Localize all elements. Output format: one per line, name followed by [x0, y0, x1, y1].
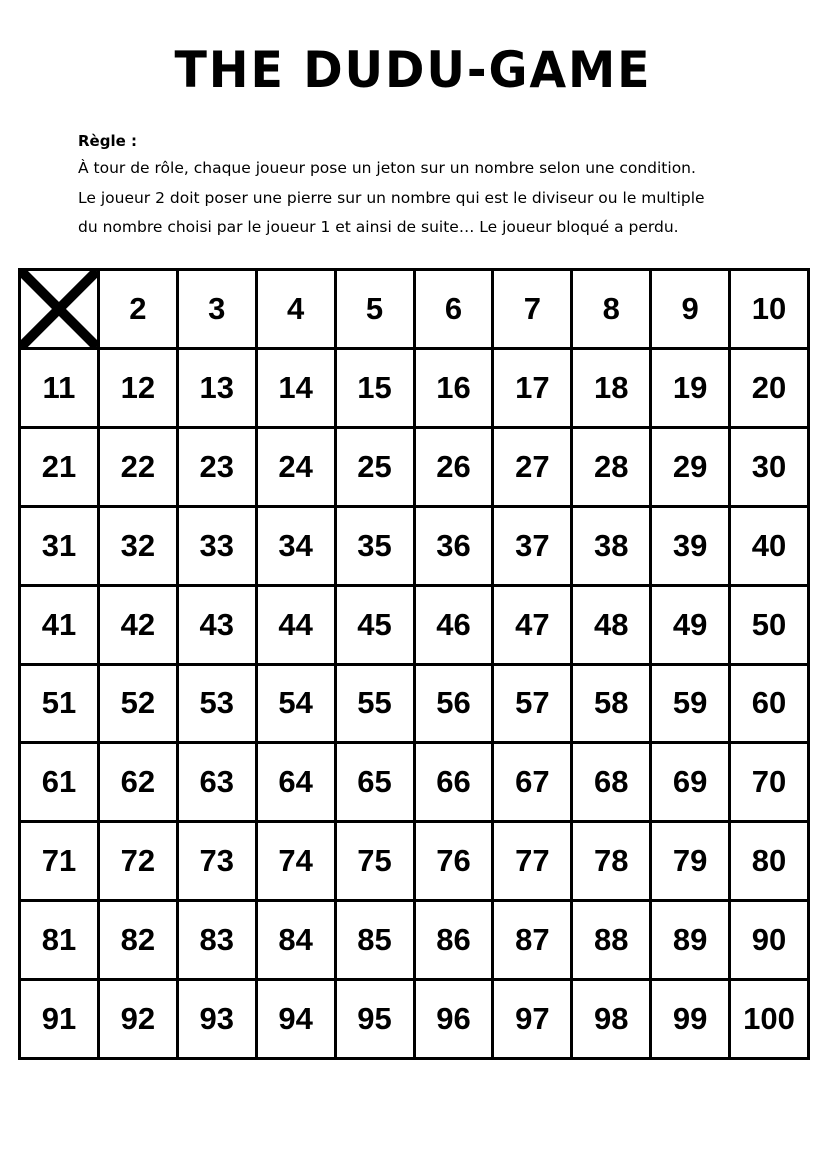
board-cell[interactable]	[652, 429, 731, 508]
board-cell-number: 77	[515, 843, 550, 879]
board-cell[interactable]	[573, 902, 652, 981]
board-cell[interactable]	[416, 587, 495, 666]
board-cell-number: 15	[357, 369, 392, 405]
board-cell[interactable]	[337, 271, 416, 350]
board-cell-number: 73	[199, 843, 234, 879]
board-cell-number: 100	[743, 1001, 795, 1037]
board-cell[interactable]	[21, 429, 100, 508]
board-cell[interactable]	[731, 981, 810, 1060]
board-cell-number: 68	[594, 764, 629, 800]
board-cell[interactable]	[731, 508, 810, 587]
board-cell-number: 19	[672, 369, 708, 405]
board-cell-number: 29	[672, 448, 708, 484]
board-cell[interactable]	[573, 666, 652, 745]
board-cell[interactable]	[731, 823, 810, 902]
board-cell[interactable]	[416, 981, 495, 1060]
board-cell[interactable]	[337, 587, 416, 666]
board-cell-number: 42	[120, 606, 156, 642]
board-cell[interactable]	[179, 350, 258, 429]
board-cell[interactable]	[337, 666, 416, 745]
board-cell[interactable]	[652, 508, 731, 587]
board-cell[interactable]	[494, 271, 573, 350]
board-cell-number: 43	[199, 606, 234, 642]
board-cell-number: 24	[278, 448, 313, 484]
board-cell-number: 97	[515, 1001, 550, 1037]
board-cell[interactable]	[416, 823, 495, 902]
board-cell-number: 54	[278, 685, 313, 721]
board-cell[interactable]	[179, 271, 258, 350]
rules-block	[78, 130, 778, 243]
board-cell-number: 84	[278, 922, 313, 958]
board-cell-number: 82	[120, 922, 156, 958]
board-cell[interactable]	[100, 429, 179, 508]
rules-line: Le joueur 2 doit poser une pierre sur un nombre qui est le diviseur ou le multiple	[78, 188, 705, 207]
board-cell-number: 49	[672, 606, 708, 642]
board-cell[interactable]	[258, 902, 337, 981]
board-cell-number: 6	[444, 290, 463, 326]
board-cell-number: 40	[751, 527, 787, 563]
board-cell[interactable]	[258, 587, 337, 666]
board-cell-number: 83	[199, 922, 234, 958]
board-cell-number: 38	[594, 527, 629, 563]
board-cell-number: 26	[436, 448, 471, 484]
board-cell[interactable]	[100, 744, 179, 823]
board-cell[interactable]	[652, 981, 731, 1060]
board-cell[interactable]	[21, 823, 100, 902]
board-cell[interactable]	[258, 429, 337, 508]
board-cell-number: 50	[751, 606, 787, 642]
board-cell[interactable]	[494, 744, 573, 823]
board-cell-number: 62	[120, 764, 156, 800]
board-cell[interactable]	[179, 981, 258, 1060]
board-cell-number: 81	[41, 922, 77, 958]
board-cell-number: 66	[436, 764, 471, 800]
board-cell-number: 70	[751, 764, 787, 800]
board-cell[interactable]	[494, 508, 573, 587]
number-board	[18, 268, 810, 1060]
board-cell[interactable]	[21, 508, 100, 587]
board-cell[interactable]	[573, 587, 652, 666]
rules-line: du nombre choisi par le joueur 1 et ainsi de suite… Le joueur bloqué a perdu.	[78, 218, 679, 236]
board-cell-number: 20	[751, 369, 787, 405]
board-cell[interactable]	[337, 744, 416, 823]
board-cell-number: 37	[515, 527, 550, 563]
board-cell[interactable]	[731, 587, 810, 666]
board-cell[interactable]	[337, 429, 416, 508]
board-cell-number: 16	[436, 369, 471, 405]
board-cell[interactable]	[258, 744, 337, 823]
board-cell[interactable]	[573, 981, 652, 1060]
board-cell-number: 80	[751, 843, 787, 879]
board-cell-number: 36	[436, 527, 471, 563]
board-cell-number: 88	[594, 922, 629, 958]
board-cell[interactable]	[416, 902, 495, 981]
board-cell-number: 3	[208, 290, 226, 326]
board-cell[interactable]	[21, 981, 100, 1060]
board-cell-number: 98	[594, 1001, 629, 1037]
board-cell[interactable]	[652, 587, 731, 666]
board-cell-number: 21	[41, 448, 77, 484]
board-cell-number: 86	[436, 922, 471, 958]
board-cell-number: 51	[41, 685, 77, 721]
board-cell-number: 25	[357, 448, 392, 484]
board-cell-number: 58	[594, 685, 629, 721]
board-cell[interactable]	[21, 902, 100, 981]
board-cell-number: 41	[41, 606, 77, 642]
board-cell-number: 35	[357, 527, 392, 563]
board-cell[interactable]	[21, 587, 100, 666]
board-cell-number: 12	[120, 369, 156, 405]
board-cell-number: 30	[751, 448, 787, 484]
board-cell[interactable]	[100, 350, 179, 429]
board-cell[interactable]	[573, 271, 652, 350]
board-cell[interactable]	[573, 823, 652, 902]
board-cell-number: 39	[672, 527, 708, 563]
board-cell[interactable]	[573, 744, 652, 823]
board-cell-number: 7	[523, 290, 541, 326]
board-cell[interactable]	[100, 271, 179, 350]
board-cell[interactable]	[179, 902, 258, 981]
board-cell[interactable]	[258, 350, 337, 429]
board-cell[interactable]	[731, 744, 810, 823]
board-cell[interactable]	[652, 666, 731, 745]
board-cell-number: 10	[751, 290, 787, 326]
board-cell-number: 71	[41, 843, 77, 879]
board-cell-number: 28	[594, 448, 629, 484]
board-cell[interactable]	[337, 350, 416, 429]
board-cell-number: 9	[681, 290, 699, 326]
board-cell-number: 78	[594, 843, 629, 879]
board-cell-number: 31	[41, 527, 77, 563]
board-cell-number: 55	[357, 685, 392, 721]
board-cell-number: 74	[278, 843, 313, 879]
board-cell-number: 27	[515, 448, 550, 484]
board-cell-number: 57	[515, 685, 550, 721]
board-cell-number: 89	[672, 922, 708, 958]
board-cell[interactable]	[258, 271, 337, 350]
board-cell-number: 13	[199, 369, 234, 405]
board-cell[interactable]	[258, 981, 337, 1060]
board-cell[interactable]	[179, 587, 258, 666]
board-cell[interactable]	[21, 666, 100, 745]
board-cell-number: 63	[199, 764, 234, 800]
board-cell-number: 45	[357, 606, 392, 642]
board-cell-number: 44	[278, 606, 313, 642]
board-cell[interactable]	[652, 350, 731, 429]
board-cell-number: 46	[436, 606, 471, 642]
board-cell-number: 14	[278, 369, 313, 405]
board-cell-number: 65	[357, 764, 392, 800]
board-cell-number: 76	[436, 843, 471, 879]
board-cell-number: 91	[41, 1001, 77, 1037]
board-cell-number: 4	[287, 290, 305, 326]
board-cell[interactable]	[416, 271, 495, 350]
board-cell-number: 47	[515, 606, 550, 642]
board-cell[interactable]	[258, 823, 337, 902]
cross-mark-icon	[21, 271, 97, 347]
board-cell-number: 2	[129, 290, 147, 326]
board-cell-number: 61	[41, 764, 77, 800]
board-cell-number: 52	[120, 685, 156, 721]
board-cell[interactable]	[179, 744, 258, 823]
board-cell[interactable]	[416, 350, 495, 429]
board-cell-number: 32	[120, 527, 156, 563]
board-cell[interactable]	[337, 823, 416, 902]
page-title: THE DUDU-GAME	[174, 41, 652, 99]
board-cell-number: 94	[278, 1001, 313, 1037]
board-cell[interactable]	[179, 823, 258, 902]
board-cell-number: 53	[199, 685, 234, 721]
board-cell[interactable]	[100, 508, 179, 587]
board-cell[interactable]	[337, 902, 416, 981]
board-cell[interactable]	[337, 508, 416, 587]
board-cell[interactable]	[416, 744, 495, 823]
board-cell[interactable]	[731, 429, 810, 508]
board-cell-number: 59	[672, 685, 708, 721]
board-cell-number: 56	[436, 685, 471, 721]
board-cell[interactable]	[494, 823, 573, 902]
board-cell[interactable]	[652, 271, 731, 350]
board-cell-number: 23	[199, 448, 234, 484]
board-cell-number: 99	[672, 1001, 708, 1037]
board-cell-number: 22	[120, 448, 156, 484]
board-cell[interactable]	[100, 902, 179, 981]
board-cell-number: 72	[120, 843, 156, 879]
board-cell-number: 75	[357, 843, 392, 879]
board-cell[interactable]	[731, 902, 810, 981]
board-cell-number: 93	[199, 1001, 234, 1037]
board-cell[interactable]	[731, 271, 810, 350]
board-cell[interactable]	[731, 350, 810, 429]
board-cell-number: 79	[672, 843, 708, 879]
board-cell[interactable]	[573, 429, 652, 508]
board-cell[interactable]	[652, 902, 731, 981]
board-cell[interactable]	[21, 744, 100, 823]
board-cell-number: 96	[436, 1001, 471, 1037]
board-cell[interactable]	[573, 508, 652, 587]
board-cell-number: 67	[515, 764, 550, 800]
board-cell-crossed[interactable]	[21, 271, 100, 350]
board-cell-number: 90	[751, 922, 787, 958]
board-cell-number: 60	[751, 685, 787, 721]
board-cell[interactable]	[494, 350, 573, 429]
board-cell-number: 69	[672, 764, 708, 800]
board-cell[interactable]	[494, 587, 573, 666]
board-cell[interactable]	[21, 350, 100, 429]
rules-line: À tour de rôle, chaque joueur pose un jeton sur un nombre selon une condition.	[78, 159, 696, 177]
board-cell-number: 87	[515, 922, 550, 958]
board-cell[interactable]	[100, 587, 179, 666]
board-cell-number: 8	[602, 290, 620, 326]
board-cell[interactable]	[100, 823, 179, 902]
board-cell-number: 85	[357, 922, 392, 958]
board-cell-number: 17	[515, 369, 550, 405]
board-cell[interactable]	[731, 666, 810, 745]
board-cell[interactable]	[416, 429, 495, 508]
board-cell[interactable]	[494, 666, 573, 745]
board-cell[interactable]	[652, 744, 731, 823]
board-cell[interactable]	[494, 429, 573, 508]
board-cell-number: 11	[42, 369, 76, 405]
board-cell-number: 95	[357, 1001, 392, 1037]
board-cell[interactable]	[179, 429, 258, 508]
board-cell[interactable]	[258, 508, 337, 587]
board-cell-number: 5	[365, 290, 384, 326]
board-cell[interactable]	[573, 350, 652, 429]
board-cell-number: 18	[594, 369, 629, 405]
board-cell[interactable]	[416, 508, 495, 587]
board-cell[interactable]	[337, 981, 416, 1060]
board-cell[interactable]	[258, 666, 337, 745]
board-cell-number: 33	[199, 527, 234, 563]
rules-heading: Règle :	[78, 132, 137, 150]
board-cell-number: 92	[120, 1001, 156, 1037]
board-cell[interactable]	[494, 981, 573, 1060]
board-cell[interactable]	[100, 666, 179, 745]
board-cell-number: 48	[594, 606, 629, 642]
board-cell[interactable]	[652, 823, 731, 902]
board-cell[interactable]	[179, 508, 258, 587]
board-cell[interactable]	[179, 666, 258, 745]
board-cell-number: 34	[278, 527, 313, 563]
board-cell[interactable]	[494, 902, 573, 981]
board-cell[interactable]	[416, 666, 495, 745]
board-cell[interactable]	[100, 981, 179, 1060]
board-cell-number: 64	[278, 764, 313, 800]
